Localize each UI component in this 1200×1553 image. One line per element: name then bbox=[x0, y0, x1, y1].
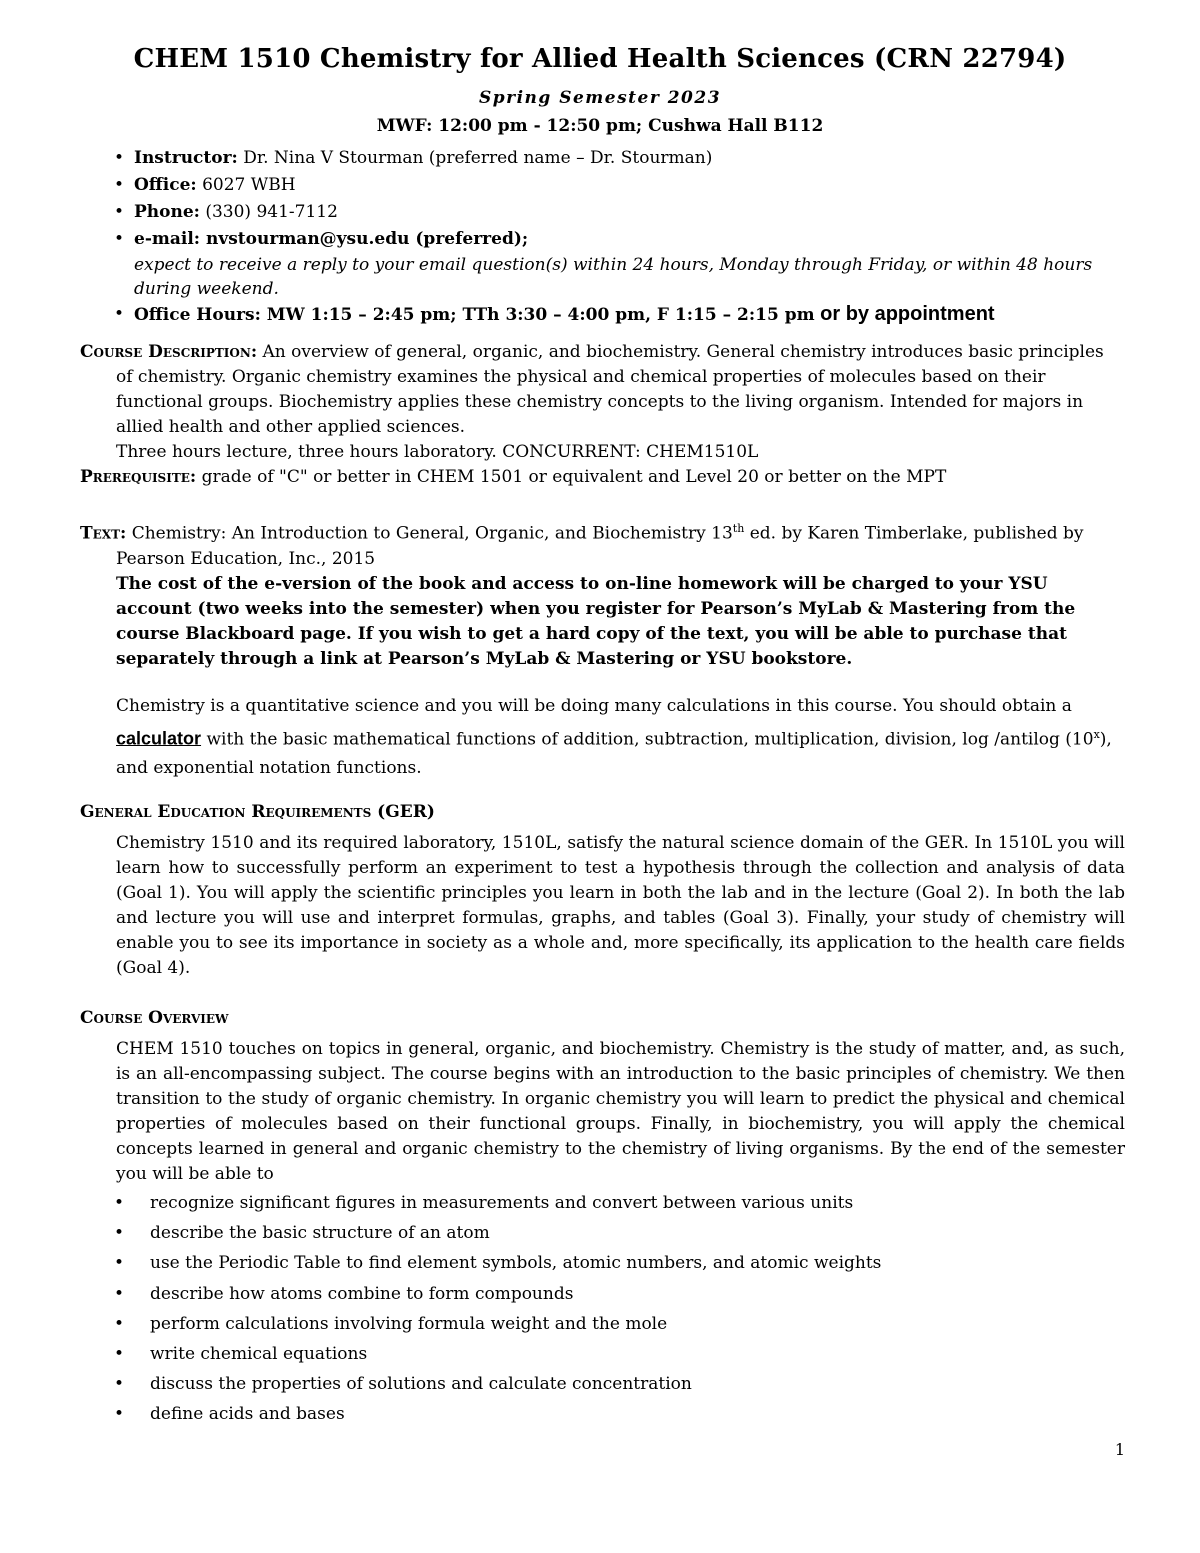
prerequisite-text: grade of "C" or better in CHEM 1501 or equivalent and Level 20 or better on the MPT bbox=[196, 467, 947, 487]
text-book-sup: th bbox=[732, 522, 745, 535]
instructor-value: Dr. Nina V Stourman (preferred name – Dr. Stourman) bbox=[237, 148, 713, 168]
overview-heading: Course Overview bbox=[80, 1008, 229, 1028]
office-hours-label: Office Hours: bbox=[134, 305, 261, 325]
email-label: e-mail: bbox=[134, 229, 201, 249]
calculator-sup: x bbox=[1093, 727, 1100, 741]
description-text: An overview of general, organic, and biochemistry. General chemistry introduces basic principles of chemistry. Organic chemistry examines the physical and chemical properties of molecules based on their functional groups. Biochemistry applies these chemistry concepts to the living organism. Intended for majors in allied health and other applied sciences. bbox=[116, 342, 1104, 437]
description-label: Course Description: bbox=[80, 342, 258, 362]
description-hours: Three hours lecture, three hours laboratory. CONCURRENT: CHEM1510L bbox=[116, 442, 759, 462]
office-label: Office: bbox=[134, 175, 197, 195]
instructor-item bbox=[114, 145, 1104, 172]
page-title: CHEM 1510 Chemistry for Allied Health Sciences (CRN 22794) bbox=[133, 44, 1067, 74]
calculator-text-a: Chemistry is a quantitative science and you will be doing many calculations in this course. You should obtain a bbox=[116, 696, 1072, 716]
course-description bbox=[80, 340, 1125, 490]
text-book-b: ed. by Karen Timberlake, published by Pearson Education, Inc., 2015 bbox=[116, 523, 1084, 569]
list-item: • recognize significant figures in measurements and convert between various units bbox=[114, 1188, 1114, 1218]
email-item bbox=[114, 226, 1104, 301]
overview-text: CHEM 1510 touches on topics in general, organic, and biochemistry. Chemistry is the study of matter, and, as such, is an all-encompassing subject. The course begins with an introduction to the basic principles of chemistry. We then transition to the study of organic chemistry. In organic chemistry you will learn to predict the physical and chemical properties of molecules based on their functional groups. Finally, in biochemistry, you will apply the chemical concepts learned in general and organic chemistry to the chemistry of living organisms. By the end of the semester you will be able to bbox=[116, 1039, 1125, 1184]
office-hours-suffix: or by appointment bbox=[814, 303, 995, 325]
prerequisite-label: Prerequisite: bbox=[80, 467, 197, 487]
text-section bbox=[80, 516, 1125, 672]
office-value: 6027 WBH bbox=[196, 175, 296, 195]
calculator-text-b: with the basic mathematical functions of addition, subtraction, multiplication, division, log /antilog (10 bbox=[201, 729, 1094, 750]
phone-item bbox=[114, 199, 1104, 226]
text-book-a: Chemistry: An Introduction to General, Organic, and Biochemistry 13 bbox=[126, 523, 733, 544]
ger-heading: General Education Requirements (GER) bbox=[80, 802, 435, 822]
instructor-label: Instructor: bbox=[134, 148, 238, 168]
email-note: expect to receive a reply to your email question(s) within 24 hours, Monday through Friday, or within 48 hours during weekend. bbox=[134, 255, 1093, 299]
email-value[interactable]: nvstourman@ysu.edu (preferred); bbox=[200, 229, 529, 249]
list-item: • discuss the properties of solutions and calculate concentration bbox=[114, 1369, 1114, 1399]
list-item: • write chemical equations bbox=[114, 1339, 1114, 1369]
list-item: • describe how atoms combine to form compounds bbox=[114, 1279, 1114, 1309]
calculator-text-c: ), and exponential notation functions. bbox=[116, 729, 1112, 778]
office-hours-item bbox=[114, 301, 1104, 329]
ger-text: Chemistry 1510 and its required laboratory, 1510L, satisfy the natural science domain of the GER. In 1510L you will learn how to successfully perform an experiment to test a hypothesis through the collection and analysis of data (Goal 1). You will apply the scientific principles you learn in both the lab and in the lecture (Goal 2). In both the lab and lecture you will use and interpret formulas, graphs, and tables (Goal 3). Finally, your study of chemistry will enable you to see its importance in society as a whole and, more specifically, its application to the health care fields (Goal 4). bbox=[116, 833, 1125, 978]
list-item: • perform calculations involving formula weight and the mole bbox=[114, 1309, 1114, 1339]
phone-value: (330) 941-7112 bbox=[199, 202, 338, 222]
list-item: • describe the basic structure of an atom bbox=[114, 1218, 1114, 1248]
text-cost: The cost of the e-version of the book and access to on-line homework will be charged to your YSU account (two weeks into the semester) when you register for Pearson’s MyLab & Mastering from the course Blackboard page. If you wish to get a hard copy of the text, you will be able to purchase that separately through a link at Pearson’s MyLab & Mastering or YSU bookstore. bbox=[116, 573, 1076, 669]
calculator-link[interactable]: calculator bbox=[116, 728, 202, 749]
calculator-section bbox=[80, 692, 1125, 782]
contact-list bbox=[114, 145, 1104, 329]
overview-section bbox=[80, 1006, 1125, 1187]
office-hours-value: MW 1:15 – 2:45 pm; TTh 3:30 – 4:00 pm, F 1:15 – 2:15 pm bbox=[260, 305, 815, 325]
list-item: • define acids and bases bbox=[114, 1399, 1114, 1429]
schedule-line: MWF: 12:00 pm - 12:50 pm; Cushwa Hall B112 bbox=[376, 116, 824, 136]
learning-goals-list bbox=[114, 1188, 1114, 1430]
office-item bbox=[114, 172, 1104, 199]
phone-label: Phone: bbox=[134, 202, 200, 222]
text-label: Text: bbox=[80, 523, 127, 544]
semester-line: Spring Semester 2023 bbox=[478, 88, 722, 108]
ger-section bbox=[80, 800, 1125, 981]
list-item: • use the Periodic Table to find element symbols, atomic numbers, and atomic weights bbox=[114, 1248, 1114, 1278]
page-number: 1 bbox=[1114, 1440, 1125, 1459]
